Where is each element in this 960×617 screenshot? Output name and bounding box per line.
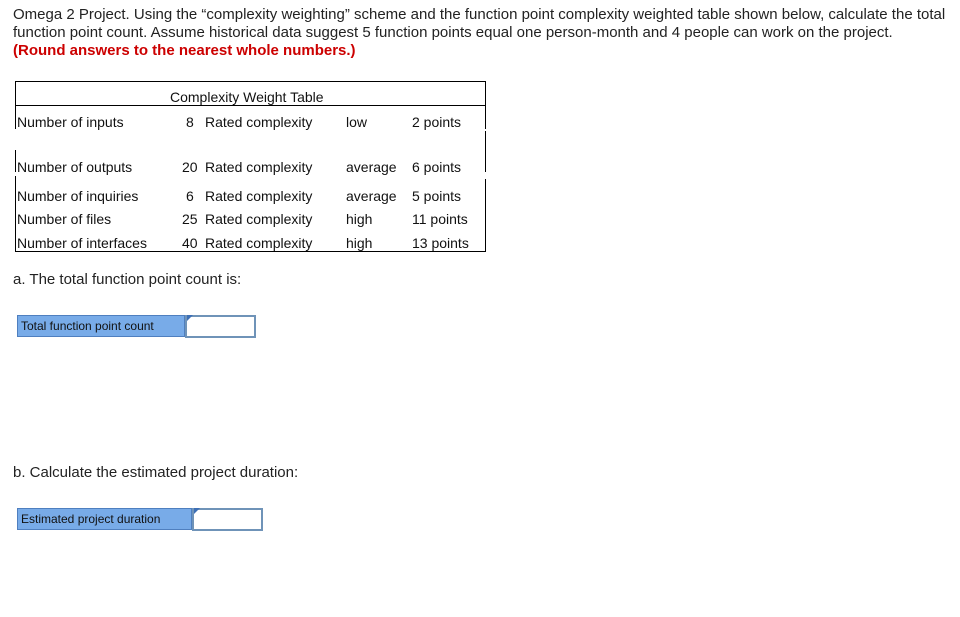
- row-count: 20: [182, 159, 198, 175]
- row-label: Number of files: [17, 211, 112, 227]
- estimated-duration-label: Estimated project duration: [17, 508, 192, 530]
- question-a: a. The total function point count is:: [13, 271, 242, 288]
- row-border: [485, 131, 486, 172]
- total-function-point-label: Total function point count: [17, 315, 185, 337]
- estimated-duration-input[interactable]: [192, 508, 263, 531]
- row-points: 11 points: [412, 211, 468, 227]
- row-border: [15, 150, 16, 172]
- row-border: [15, 176, 16, 252]
- row-points: 2 points: [412, 114, 462, 130]
- row-count: 8: [186, 114, 194, 130]
- row-level: average: [346, 159, 397, 175]
- row-rated: Rated complexity: [205, 235, 313, 251]
- table-left-border: [15, 81, 16, 105]
- table-right-border: [485, 81, 486, 105]
- row-count: 40: [182, 235, 198, 251]
- row-border: [485, 179, 486, 252]
- question-prompt: [13, 6, 948, 60]
- row-level: high: [346, 235, 373, 251]
- prompt-text: Omega 2 Project. Using the “complexity weighting” scheme and the function point complexity weighted table shown below, calculate the total function point count. Assume historical data suggest 5 function points equal one person-month and 4 people can work on the project.: [13, 6, 946, 41]
- answer-row-b: [17, 508, 264, 531]
- row-label: Number of inquiries: [17, 188, 139, 204]
- row-rated: Rated complexity: [205, 188, 313, 204]
- row-label: Number of inputs: [17, 114, 124, 130]
- answer-row-a: [17, 315, 257, 338]
- row-points: 13 points: [412, 235, 469, 251]
- question-b: b. Calculate the estimated project duration:: [13, 464, 299, 481]
- flag-icon: [187, 315, 193, 321]
- table-title: Complexity Weight Table: [170, 89, 324, 105]
- row-count: 6: [186, 188, 194, 204]
- table-top-border: [15, 81, 486, 82]
- row-rated: Rated complexity: [205, 114, 313, 130]
- row-border: [485, 105, 486, 129]
- row-rated: Rated complexity: [205, 159, 313, 175]
- row-rated: Rated complexity: [205, 211, 313, 227]
- flag-icon: [194, 508, 200, 514]
- row-level: high: [346, 211, 373, 227]
- title-row-divider: [15, 105, 486, 106]
- table-bottom-border: [15, 251, 486, 252]
- row-label: Number of interfaces: [17, 235, 147, 251]
- row-points: 5 points: [412, 188, 462, 204]
- row-label: Number of outputs: [17, 159, 133, 175]
- row-level: average: [346, 188, 397, 204]
- total-function-point-input[interactable]: [185, 315, 256, 338]
- row-points: 6 points: [412, 159, 462, 175]
- row-level: low: [346, 114, 368, 130]
- row-border: [15, 105, 16, 129]
- complexity-weight-table: [15, 81, 486, 252]
- rounding-instruction: (Round answers to the nearest whole numbers.): [13, 42, 356, 59]
- row-count: 25: [182, 211, 198, 227]
